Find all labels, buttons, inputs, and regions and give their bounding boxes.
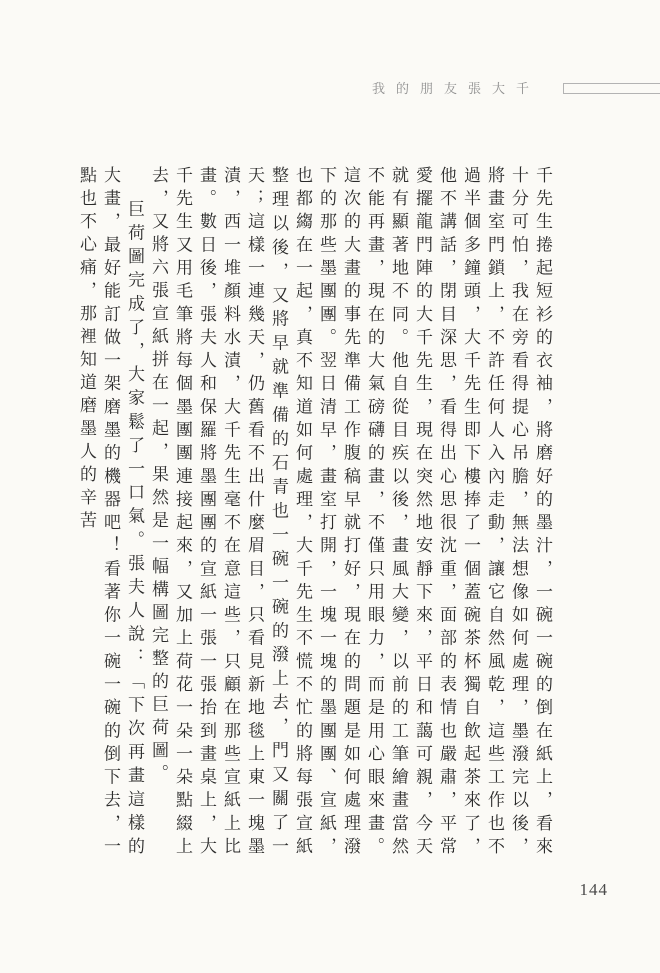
page-number: 144 — [579, 880, 608, 899]
paragraph: 巨荷圖完成了，大家鬆了一口氣。張夫人說：「下次再畫這樣的大畫，最好能訂做一架磨墨的機器吧！看著你一碗一碗的倒下去，一點也不心痛，那裡知道磨墨人的辛苦 — [77, 166, 144, 860]
page-body-vertical-text — [74, 166, 554, 860]
running-header — [372, 78, 540, 98]
running-header-title: 我的朋友張大千 — [371, 81, 540, 96]
header-rule-box — [563, 83, 660, 94]
paragraph: 千先生捲起短衫的衣袖，將磨好的墨汁，一碗一碗的倒在紙上，看來十分可怕，我在旁看得提心吊膽，無法想像如何處理，墨潑完以後，將畫室門鎖上，不許任何人入內走動，讓它自然風乾，這些工作也不過半個多鐘頭，大千先生即下樓捧了一個蓋碗茶杯獨自飲起茶來了，他不講話，閉目深思，看得出心思很沈重，面部的表情也嚴肅，平常愛擺龍門陣的大千先生，現在突然地安靜下來，平日和藹可親，今天就有顯著地不同。他自從目疾以後，畫風大變，以前的工筆繪畫當然不能再畫，現在的大氣磅礴的畫，不僅只用眼力，而是用心眼來畫。這次的大畫的事先準備工作腹稿早就打好，現在的問題是如何處理潑下的那些墨團團。翌日清早，畫室打開，一塊一塊的墨團團、宣紙，也都縐在一起，真不知道如何處理，大千先生不慌不忙的將每張宣紙整理以後，又將早就準備的石青也一碗一碗的潑上去，門又關了一天；這樣一連幾天，仍舊看不出什麼眉目，只看見新地毯上東一塊墨漬，西一堆顏料水漬，大千先生毫不在意這些，只顧在那些宣紙上比畫。數日後，張夫人和保羅將墨團團的宣紙一張一張抬到畫桌上，大千先生又用毛筆將每個墨團團連接起來，又加上荷花一朵一朵點綴上去，又將六張宣紙拼在一起，果然是一幅構圖完整的巨荷圖。 — [149, 166, 552, 860]
